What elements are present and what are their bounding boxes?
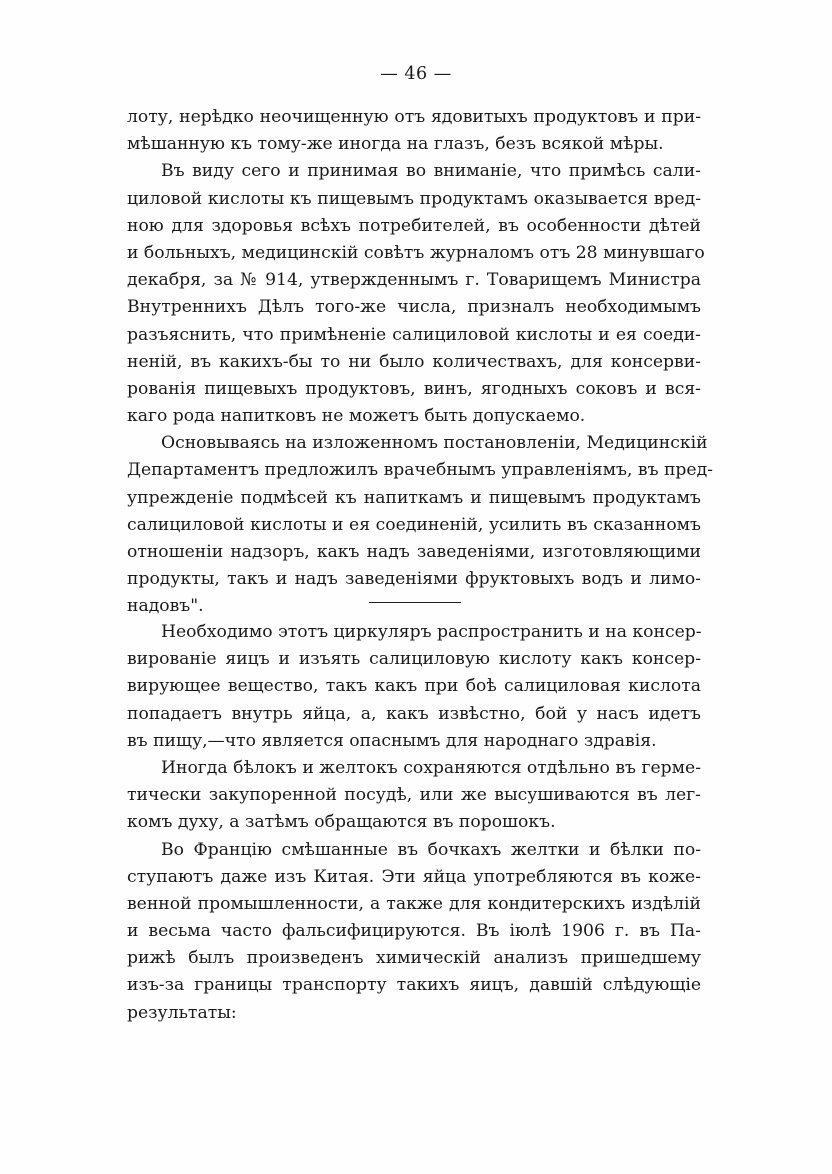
text-line: лоту, нерѣдко неочищенную отъ ядовитыхъ продуктовъ и при-: [127, 107, 701, 127]
text-line: Во Францію смѣшанные въ бочкахъ желтки и бѣлки по-: [161, 839, 701, 860]
text-line: рованія пищевыхъ продуктовъ, винъ, ягодныхъ соковъ и вся-: [127, 378, 701, 399]
text-line: комъ духу, а затѣмъ обращаются въ порошокъ.: [127, 812, 556, 833]
text-line: неній, въ какихъ-бы то ни было количествахъ, для консерви-: [127, 351, 701, 372]
text-line: вирующее вещество, такъ какъ при боѣ салициловая кислота: [127, 676, 701, 697]
text-line: тически закупоренной посудѣ, или же высушиваются въ лег-: [127, 785, 701, 806]
text-line: продукты, такъ и надъ заведеніями фруктовыхъ водъ и лимо-: [127, 569, 701, 590]
text-line: и весьма часто фальсифицируются. Въ іюлѣ 1906 г. въ Па-: [127, 921, 701, 942]
text-line: венной промышленности, а также для кондитерскихъ издѣлій: [127, 893, 701, 914]
text-line: салициловой кислоты и ея соединеній, усилить въ сказанномъ: [127, 514, 701, 535]
text-line: попадаетъ внутрь яйца, а, какъ извѣстно, бой у насъ идетъ: [127, 703, 701, 724]
text-line: результаты:: [127, 1002, 237, 1023]
text-line: Въ виду сего и принимая во вниманіе, что примѣсь сали-: [161, 161, 701, 182]
text-block-commentary: [127, 619, 701, 1027]
text-line: вированіе яицъ и изъять салициловую кислоту какъ консер-: [127, 649, 701, 670]
section-separator: [369, 602, 461, 603]
text-line: надовъ".: [127, 596, 204, 617]
text-line: ною для здоровья всѣхъ потребителей, въ особенности дѣтей: [127, 215, 701, 236]
text-line: декабря, за № 914, утвержденнымъ г. Товарищемъ Министра: [127, 270, 701, 291]
text-line: Иногда бѣлокъ и желтокъ сохраняются отдѣльно въ герме-: [161, 757, 701, 778]
text-line: въ пищу,—что является опаснымъ для народнаго здравія.: [127, 730, 657, 751]
text-line: отношеніи надзоръ, какъ надъ заведеніями, изготовляющими: [127, 542, 701, 562]
text-line: разъяснить, что примѣненіе салициловой кислоты и ея соеди-: [127, 324, 701, 345]
text-line: рижѣ былъ произведенъ химическій анализъ пришедшему: [127, 948, 701, 969]
text-line: изъ-за границы транспорту такихъ яицъ, давшій слѣдующіе: [127, 975, 701, 996]
text-line: и больныхъ, медицинскій совѣтъ журналомъ отъ 28 минувшаго: [127, 242, 705, 263]
text-line: каго рода напитковъ не можетъ быть допускаемо.: [127, 406, 586, 427]
text-block-circular: [127, 104, 713, 621]
page-number: — 46 —: [380, 64, 452, 84]
text-line: Внутреннихъ Дѣлъ того-же числа, призналъ необходимымъ: [127, 297, 701, 318]
text-line: Департаментъ предложилъ врачебнымъ управленіямъ, въ пред-: [127, 460, 713, 481]
text-line: упрежденіе подмѣсей къ напиткамъ и пищевымъ продуктамъ: [127, 487, 701, 508]
text-line: Основываясь на изложенномъ постановленіи, Медицинскій: [161, 433, 708, 454]
text-line: ступаютъ даже изъ Китая. Эти яйца употребляются въ коже-: [127, 866, 701, 887]
text-line: мѣшанную къ тому-же иногда на глазъ, безъ всякой мѣры.: [127, 134, 664, 155]
text-line: циловой кислоты къ пищевымъ продуктамъ оказывается вред-: [127, 188, 701, 209]
text-line: Необходимо этотъ циркуляръ распространить и на консер-: [161, 622, 702, 642]
